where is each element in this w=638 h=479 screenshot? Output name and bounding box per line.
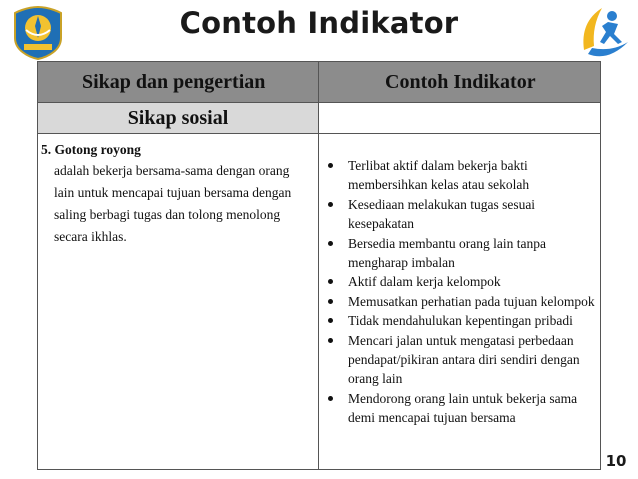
attitude-description: adalah bekerja bersama-sama dengan orang lain untuk mencapai tujuan bersama dengan saling berbagi tugas dan tolong menolong secara ikhlas.: [54, 163, 292, 244]
bullet-icon: [328, 202, 333, 207]
indicator-list: [319, 134, 600, 469]
bullet-icon: [328, 299, 333, 304]
list-item: Terlibat aktif dalam bekerja bakti membersihkan kelas atau sekolah: [319, 156, 600, 195]
section-empty-cell: [319, 103, 600, 133]
list-item: Memusatkan perhatian pada tujuan kelompok: [319, 292, 600, 311]
header-sikap-dan-pengertian: Sikap dan pengertian: [38, 62, 319, 102]
bullet-icon: [328, 241, 333, 246]
bullet-icon: [328, 396, 333, 401]
bullet-icon: [328, 318, 333, 323]
bullet-icon: [328, 163, 333, 168]
list-item: Aktif dalam kerja kelompok: [319, 272, 600, 291]
list-item: Mendorong orang lain untuk bekerja sama demi mencapai tujuan bersama: [319, 389, 600, 428]
list-item: Mencari jalan untuk mengatasi perbedaan pendapat/pikiran antara diri sendiri dengan orang lain: [319, 331, 600, 389]
page-number: 10: [605, 452, 627, 470]
section-label: Sikap sosial: [38, 103, 319, 133]
bullet-icon: [328, 338, 333, 343]
attitude-definition-cell: [38, 134, 319, 469]
bullet-icon: [328, 279, 333, 284]
list-item: Tidak mendahulukan kepentingan pribadi: [319, 311, 600, 330]
list-item: Bersedia membantu orang lain tanpa mengharap imbalan: [319, 234, 600, 273]
page-title: Contoh Indikator: [179, 6, 459, 40]
header-contoh-indikator: Contoh Indikator: [385, 71, 536, 93]
list-item: Kesediaan melakukan tugas sesuai kesepakatan: [319, 195, 600, 234]
indicator-table: [37, 61, 601, 470]
table-header-row: [38, 62, 600, 103]
section-row: [38, 103, 600, 134]
attitude-heading: 5. Gotong royong: [41, 142, 141, 157]
